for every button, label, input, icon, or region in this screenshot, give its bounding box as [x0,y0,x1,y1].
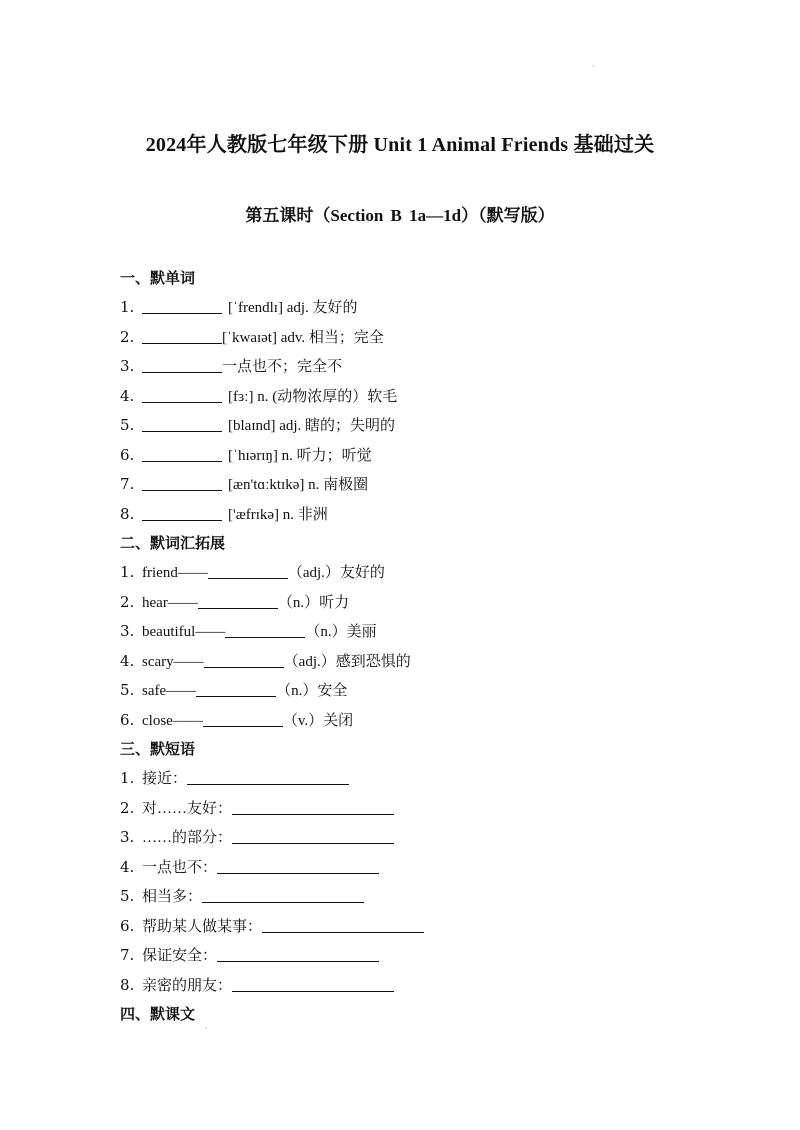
phrase-item [120,971,720,1001]
answer-blank[interactable] [142,445,222,462]
item-number: 5. [120,416,135,434]
form-hint: （n.）听力 [277,594,350,611]
page-title: 2024年人教版七年级下册 Unit 1 Animal Friends 基础过关 [145,134,655,156]
word-definition: 一点也不；完全不 [222,359,343,375]
item-number: 2. [120,592,135,611]
wordform-item [120,647,720,677]
word-definition: [ˈkwaɪət] adv. 相当；完全 [222,329,384,346]
item-number: 1. [120,298,135,316]
item-number: 2. [120,798,135,817]
word-definition: [ˈfrendlɪ] adj. 友好的 [228,300,358,316]
answer-blank[interactable] [187,768,349,785]
item-number: 6. [120,916,135,935]
answer-blank[interactable] [142,504,222,521]
item-number: 1. [120,563,135,581]
section-heading-words: 一、默单词 [120,269,196,287]
word-item [120,382,720,412]
phrase-prompt: 一点也不： [142,859,218,876]
phrase-item [120,941,720,971]
page-dot-mark: · [205,1024,208,1033]
form-hint: （adj.）感到恐惧的 [283,653,411,670]
phrase-prompt: 帮助某人做某事： [142,918,263,935]
phrase-item [120,912,720,942]
item-number: 4. [120,651,135,670]
item-number: 6. [120,710,135,729]
item-number: 5. [120,681,135,699]
word-item [120,500,720,530]
item-number: 6. [120,445,135,464]
answer-blank[interactable] [204,651,284,668]
base-word: beautiful—— [142,624,226,640]
phrase-item [120,823,720,853]
word-definition: [æn'tɑːktɪkə] n. 南极圈 [228,477,369,493]
worksheet-content [120,264,720,1029]
item-number: 7. [120,946,135,964]
base-word: close—— [142,712,203,729]
answer-blank[interactable] [198,592,278,609]
phrase-item [120,794,720,824]
item-number: 4. [120,857,135,876]
form-hint: （adj.）友好的 [287,565,385,581]
answer-blank[interactable] [142,386,222,403]
phrase-prompt: 对……友好： [142,800,233,817]
item-number: 3. [120,828,135,846]
form-hint: （n.）美丽 [305,624,377,640]
words-list [120,293,720,529]
phrase-prompt: 相当多： [142,889,203,905]
answer-blank[interactable] [142,297,222,314]
item-number: 4. [120,386,135,405]
wordform-item [120,676,720,706]
wordform-item [120,588,720,618]
form-hint: （n.）安全 [276,683,348,699]
answer-blank[interactable] [217,857,379,874]
answer-blank[interactable] [232,827,394,844]
base-word: safe—— [142,683,197,699]
answer-blank[interactable] [217,945,379,962]
phrase-prompt: 保证安全： [142,948,218,964]
base-word: hear—— [142,594,198,611]
item-number: 7. [120,475,135,493]
word-item [120,411,720,441]
wordform-item [120,706,720,736]
answer-blank[interactable] [232,798,394,815]
answer-blank[interactable] [225,621,305,638]
phrase-item [120,882,720,912]
phrase-prompt: 亲密的朋友： [142,977,233,994]
page-subtitle: 第五课时（Section B 1a—1d）（默写版） [245,206,555,225]
word-definition: ['æfrɪkə] n. 非洲 [228,506,328,523]
phrase-prompt: ……的部分： [142,830,233,846]
form-hint: （v.）关闭 [282,712,354,729]
answer-blank[interactable] [142,474,222,491]
section-heading-text: 四、默课文 [120,1005,196,1023]
word-item [120,293,720,323]
item-number: 8. [120,975,135,994]
phrases-list [120,764,720,1000]
answer-blank[interactable] [208,562,288,579]
page-dot-mark: · [592,62,595,71]
item-number: 1. [120,769,135,787]
wordforms-list [120,558,720,735]
wordform-item [120,617,720,647]
word-item [120,441,720,471]
item-number: 8. [120,504,135,523]
phrase-item [120,853,720,883]
base-word: friend—— [142,565,208,581]
word-definition: [fɜː] n. (动物浓厚的）软毛 [228,388,398,405]
item-number: 3. [120,622,135,640]
word-item [120,470,720,500]
item-number: 3. [120,357,135,375]
answer-blank[interactable] [203,710,283,727]
phrase-prompt: 接近： [142,771,188,787]
item-number: 5. [120,887,135,905]
base-word: scary—— [142,653,204,670]
word-item [120,352,720,382]
word-definition: [ˈhɪərɪŋ] n. 听力；听觉 [228,447,372,464]
answer-blank[interactable] [142,415,222,432]
answer-blank[interactable] [196,680,276,697]
word-definition: [blaɪnd] adj. 瞎的；失明的 [228,418,396,434]
item-number: 2. [120,327,135,346]
answer-blank[interactable] [142,327,222,344]
answer-blank[interactable] [232,975,394,992]
section-heading-phrases: 三、默短语 [120,740,196,758]
section-heading-wordforms: 二、默词汇拓展 [120,534,226,552]
word-item [120,323,720,353]
wordform-item [120,558,720,588]
answer-blank[interactable] [142,356,222,373]
phrase-item [120,764,720,794]
answer-blank[interactable] [262,916,424,933]
answer-blank[interactable] [202,886,364,903]
